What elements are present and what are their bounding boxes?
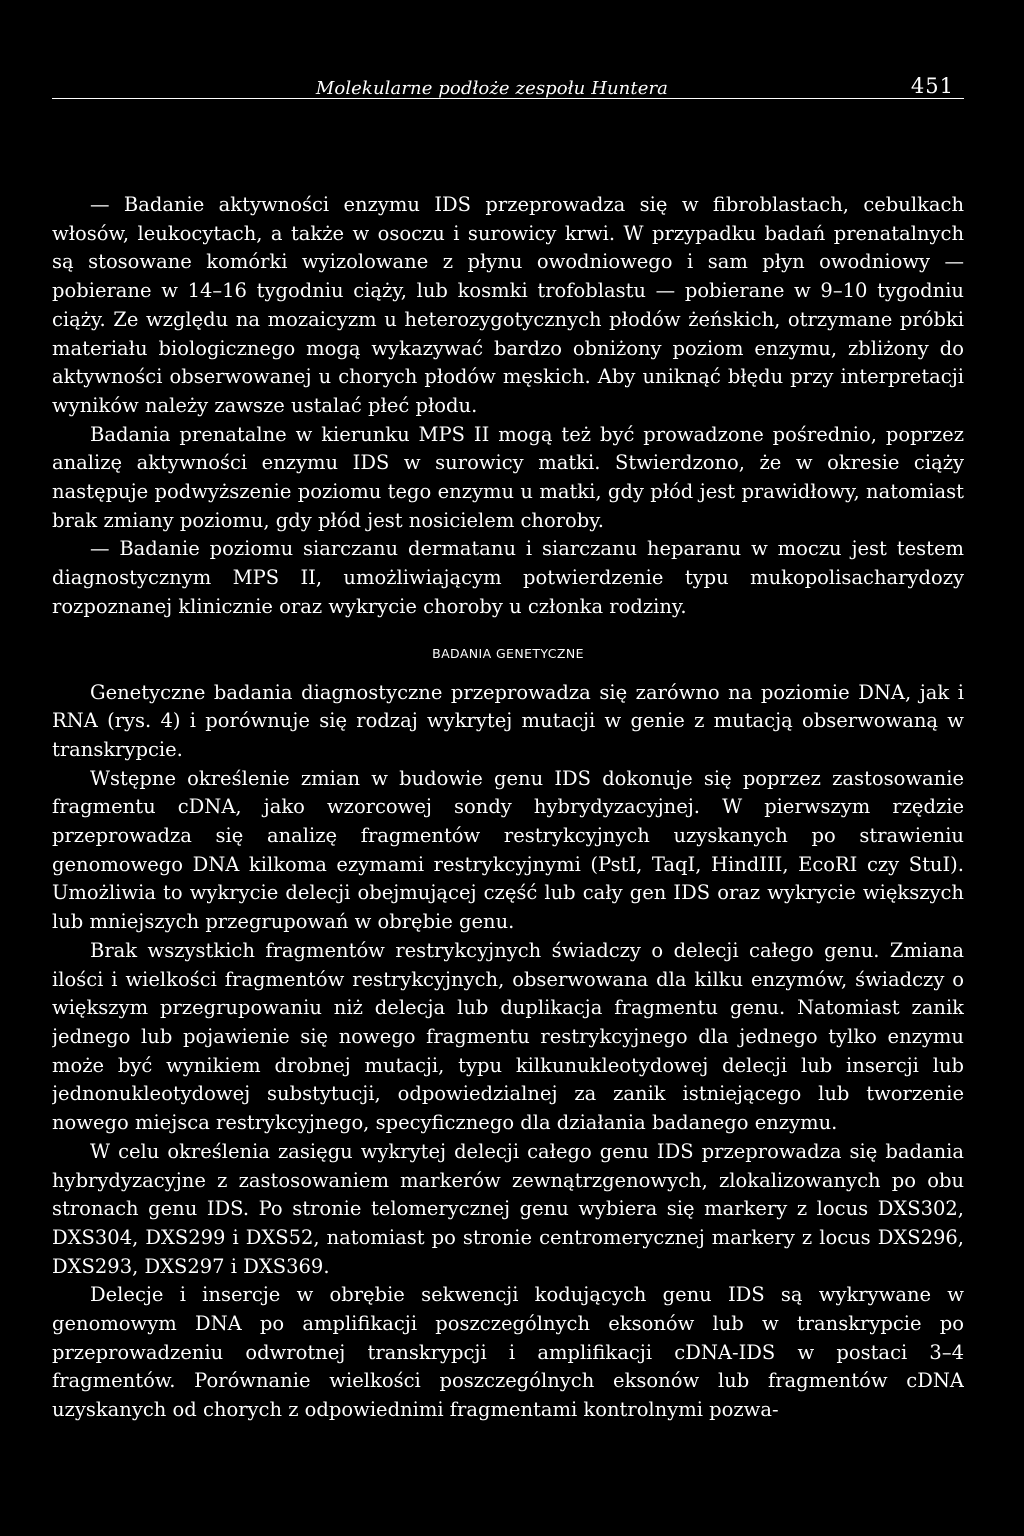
paragraph: Badania prenatalne w kierunku MPS II mogą też być prowadzone pośrednio, poprzez analizę aktywności enzymu IDS w surowicy matki. Stwierdzono, że w okresie ciąży następuje podwyższenie poziomu tego enzymu u matki, gdy płód jest prawidłowy, natomiast brak zmiany poziomu, gdy płód jest nosicielem choroby. (52, 422, 964, 532)
running-head (52, 60, 964, 99)
paragraph: Wstępne określenie zmian w budowie genu IDS dokonuje się poprzez zastosowanie fragmentu cDNA, jako wzorcowej sondy hybrydyzacyjnej. W pierwszym rzędzie przeprowadza się analizę fragmentów restrykcyjnych uzyskanych po strawieniu genomowego DNA kilkoma ezymami restrykcyjnymi (PstI, TaqI, HindIII, EcoRI czy StuI). Umożliwia to wykrycie delecji obejmującej część lub cały gen IDS oraz wykrycie większych lub mniejszych przegrupowań w obrębie genu. (52, 766, 964, 934)
paragraph: W celu określenia zasięgu wykrytej delecji całego genu IDS przeprowadza się badania hybrydyzacyjne z zastosowaniem markerów zewnątrzgenowych, zlokalizowanych po obu stronach genu IDS. Po stronie telomerycznej genu wybiera się markery z locus DXS302, DXS304, DXS299 i DXS52, natomiast po stronie centromerycznej markery z locus DXS296, DXS293, DXS297 i DXS369. (52, 1139, 964, 1278)
paragraph: Delecje i insercje w obrębie sekwencji kodujących genu IDS są wykrywane w genomowym DNA po amplifikacji poszczególnych eksonów lub w transkrypcie po przeprowadzeniu odwrotnej transkrypcji i amplifikacji cDNA-IDS w postaci 3–4 fragmentów. Porównanie wielkości poszczególnych eksonów lub fragmentów cDNA uzyskanych od chorych z odpowiednimi fragmentami kontrolnymi pozwa- (52, 1283, 964, 1422)
paragraph: — Badanie aktywności enzymu IDS przeprowadza się w fibroblastach, cebulkach włosów, leukocytach, a także w osoczu i surowicy krwi. W przypadku badań prenatalnych są stosowane komórki wyizolowane z płynu owodniowego i sam płyn owodniowy — pobierane w 14–16 tygodniu ciąży, lub kosmki trofoblastu — pobierane w 9–10 tygodniu ciąży. Ze względu na mozaicyzm u heterozygotycznych płodów żeńskich, otrzymane próbki materiału biologicznego mogą wykazywać bardzo obniżony poziom enzymu, zbliżony do aktywności obserwowanej u chorych płodów męskich. Aby uniknąć błędu przy interpretacji wyników należy zawsze ustalać płeć płodu. (52, 193, 964, 417)
paragraph: Brak wszystkich fragmentów restrykcyjnych świadczy o delecji całego genu. Zmiana ilości i wielkości fragmentów restrykcyjnych, obserwowana dla kilku enzymów, świadczy o większym przegrupowaniu niż delecja lub duplikacja fragmentu genu. Natomiast zanik jednego lub pojawienie się nowego fragmentu restrykcyjnego dla jednego tylko enzymu może być wynikiem drobnej mutacji, typu kilkunukleotydowej delecji lub insercji lub jednonukleotydowej substytucji, odpowiedzialnej za zanik istniejącego lub tworzenie nowego miejsca restrykcyjnego, specyficznego dla działania badanego enzymu. (52, 938, 964, 1135)
section-heading: BADANIA GENETYCZNE (432, 645, 584, 661)
paragraph: — Badanie poziomu siarczanu dermatanu i siarczanu heparanu w moczu jest testem diagnostycznym MPS II, umożliwiającym potwierdzenie typu mukopolisacharydozy rozpoznanej klinicznie oraz wykrycie choroby u członka rodziny. (52, 537, 964, 618)
enzyme-diagnostics-text (52, 191, 964, 622)
genetic-diagnostics-text (52, 679, 964, 1425)
running-title: Molekularne podłoże zespołu Huntera (315, 78, 668, 99)
paragraph: Genetyczne badania diagnostyczne przeprowadza się zarówno na poziomie DNA, jak i RNA (rys. 4) i porównuje się rodzaj wykrytej mutacji w genie z mutacją obserwowaną w transkrypcie. (52, 680, 964, 761)
page-number: 451 (910, 74, 954, 98)
book-page (52, 60, 964, 1520)
